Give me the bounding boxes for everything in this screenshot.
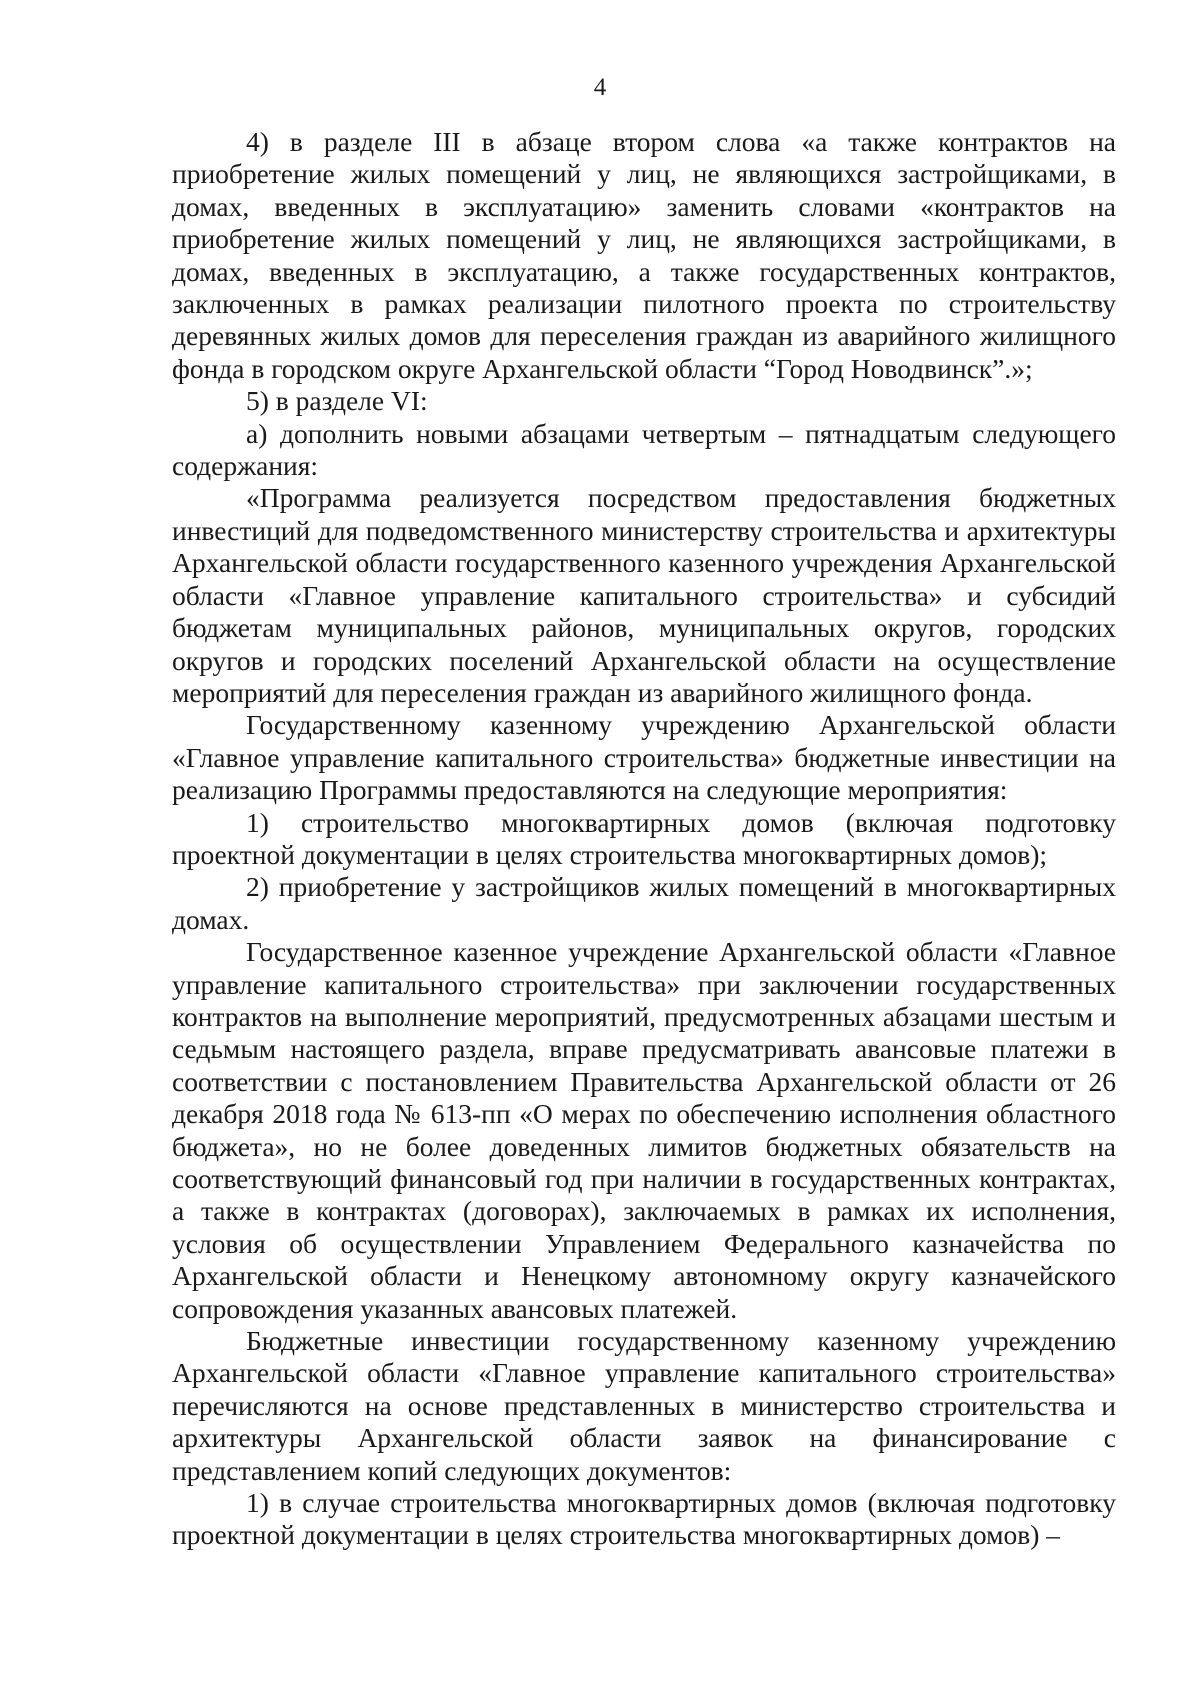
paragraph-subitem-a: а) дополнить новыми абзацами четвертым – пятнадцатым следующего содержания: — [172, 417, 1116, 482]
paragraph-activity-1: 1) строительство многоквартирных домов (включая подготовку проектной документации в целях строительства многоквартирных домов); — [172, 806, 1116, 870]
document-body — [172, 126, 1116, 1552]
paragraph-transfer-basis: Бюджетные инвестиции государственному казенному учреждению Архангельской области «Главное управление капитального строительства» перечисляются на основе представленных в министерство строительства и архитектуры Архангельской области заявок на финансирование с представлением копий следующих документов: — [172, 1325, 1116, 1486]
paragraph-advance-payments: Государственное казенное учреждение Архангельской области «Главное управление капитального строительства» при заключении государственных контрактов на выполнение мероприятий, предусмотренных абзацами шестым и седьмым настоящего раздела, вправе предусматривать авансовые платежи в соответствии с постановлением Правительства Архангельской области от 26 декабря 2018 года № 613-пп «О мерах по обеспечению исполнения областного бюджета», но не более доведенных лимитов бюджетных обязательств на соответствующий финансовый год при наличии в государственных контрактах, а также в контрактах (договорах), заключаемых в рамках их исполнения, условия об осуществлении Управлением Федерального казначейства по Архангельской области и Ненецкому автономному округу казначейского сопровождения указанных авансовых платежей. — [172, 936, 1116, 1324]
paragraph-item-5: 5) в разделе VI: — [246, 385, 428, 417]
paragraph-investments-activities: Государственному казенному учреждению Архангельской области «Главное управление капитального строительства» бюджетные инвестиции на реализацию Программы предоставляются на следующие мероприятия: — [172, 709, 1116, 806]
paragraph-documents-item-1: 1) в случае строительства многоквартирных домов (включая подготовку проектной документации в целях строительства многоквартирных домов) – — [172, 1487, 1116, 1551]
paragraph-item-4: 4) в разделе III в абзаце втором слова «а также контрактов на приобретение жилых помещений у лиц, не являющихся застройщиками, в домах, введенных в эксплуатацию» заменить словами «контрактов на приобретение жилых помещений у лиц, не являющихся застройщиками, в домах, введенных в эксплуатацию, а также государственных контрактов, заключенных в рамках реализации пилотного проекта по строительству деревянных жилых домов для переселения граждан из аварийного жилищного фонда в городском округе Архангельской области “Город Новодвинск”.»; — [172, 126, 1116, 384]
paragraph-program-implementation: «Программа реализуется посредством предоставления бюджетных инвестиций для подведомственного министерству строительства и архитектуры Архангельской области государственного казенного учреждения Архангельской области «Главное управление капитального строительства» и субсидий бюджетам муниципальных районов, муниципальных округов, городских округов и городских поселений Архангельской области на осуществление мероприятий для переселения граждан из аварийного жилищного фонда. — [172, 482, 1116, 708]
page-number: 4 — [593, 74, 607, 101]
paragraph-activity-2: 2) приобретение у застройщиков жилых помещений в многоквартирных домах. — [172, 871, 1116, 935]
